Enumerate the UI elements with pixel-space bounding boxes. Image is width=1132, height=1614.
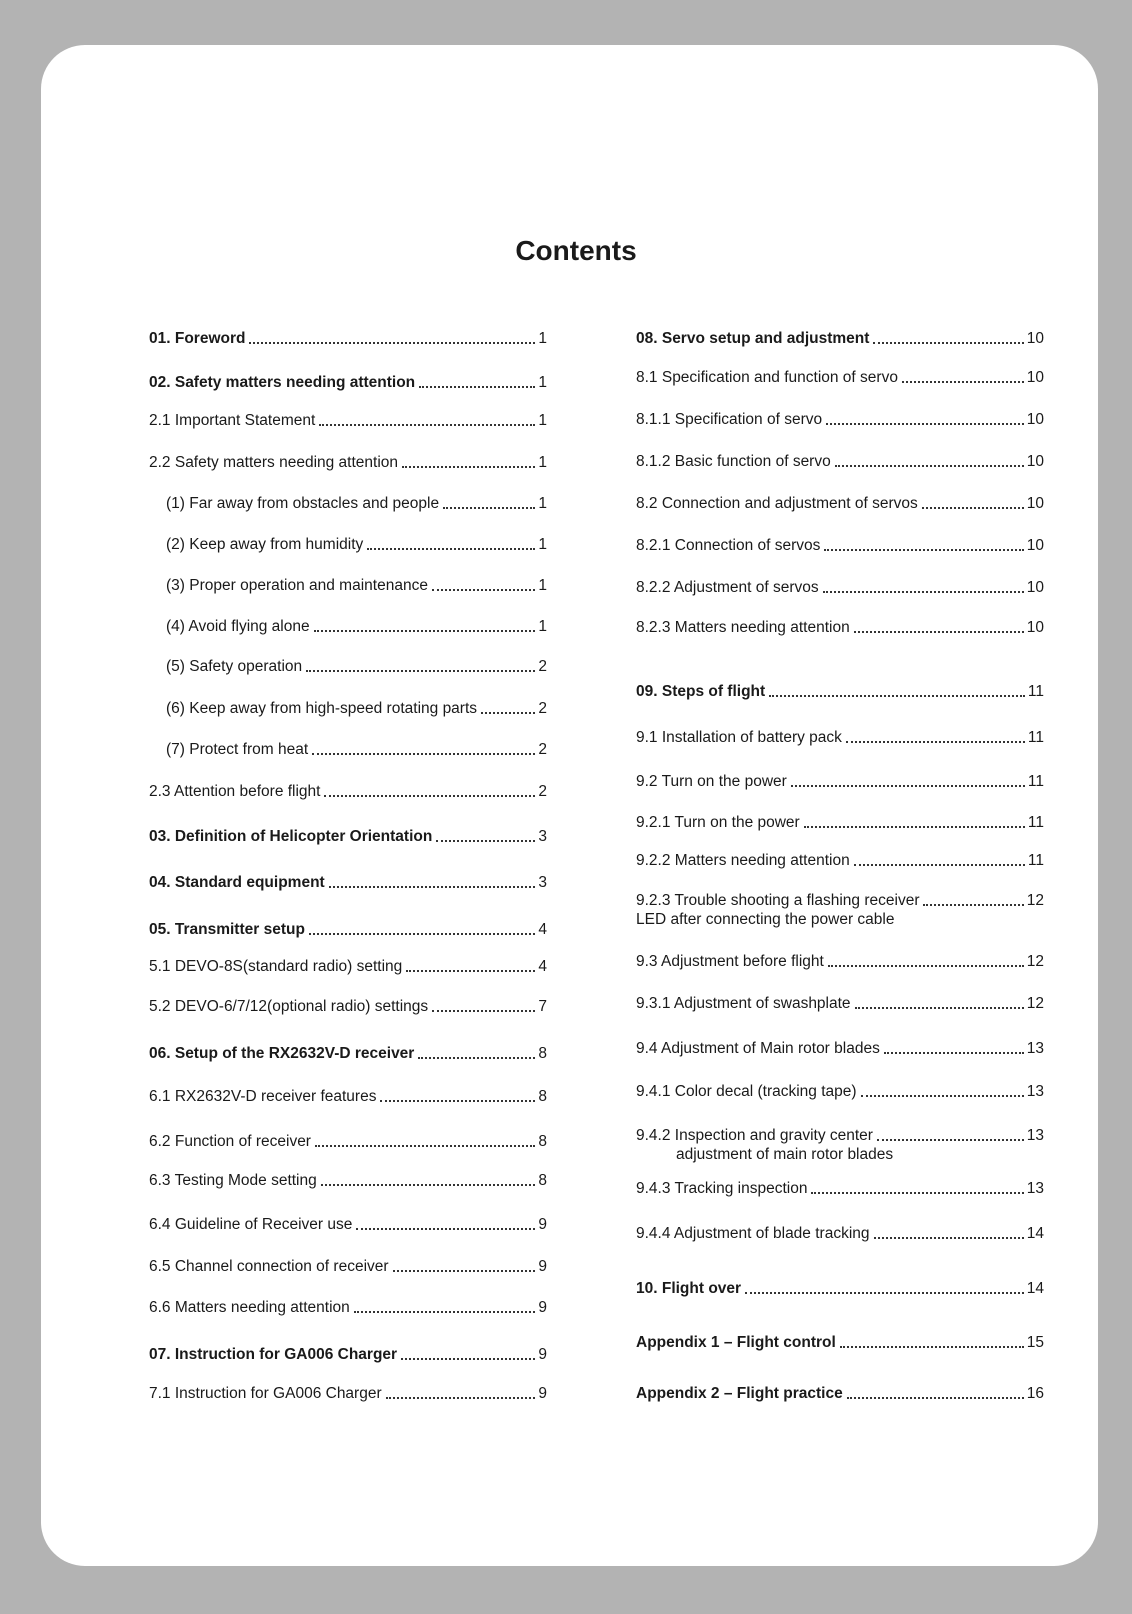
toc-entry-label: 8.1.2 Basic function of servo bbox=[636, 453, 831, 470]
toc-entry-page-number: 10 bbox=[1026, 579, 1044, 596]
toc-entry-label: (6) Keep away from high-speed rotating parts bbox=[166, 700, 478, 717]
toc-entry[interactable] bbox=[149, 373, 547, 392]
dot-leader bbox=[847, 1397, 1024, 1399]
dot-leader bbox=[306, 670, 535, 672]
toc-entry-page-number: 13 bbox=[1026, 1040, 1044, 1057]
toc-entry-page-number: 12 bbox=[1026, 953, 1044, 970]
toc-entry[interactable] bbox=[149, 1044, 547, 1063]
dot-leader bbox=[386, 1397, 536, 1399]
toc-entry-label: 02. Safety matters needing attention bbox=[149, 374, 416, 391]
toc-entry[interactable] bbox=[149, 411, 547, 430]
toc-entry-label: 8.2.1 Connection of servos bbox=[636, 537, 821, 554]
toc-entry[interactable] bbox=[636, 329, 1044, 348]
toc-entry[interactable] bbox=[149, 827, 547, 846]
toc-entry-label: 2.1 Important Statement bbox=[149, 412, 316, 429]
dot-leader bbox=[324, 795, 535, 797]
toc-entry[interactable] bbox=[636, 891, 1044, 910]
toc-entry-page-number: 1 bbox=[538, 577, 547, 594]
toc-entry-page-number: 10 bbox=[1026, 619, 1044, 636]
dot-leader bbox=[321, 1184, 536, 1186]
toc-entry-label: 9.4.3 Tracking inspection bbox=[636, 1180, 808, 1197]
toc-entry-label: 6.5 Channel connection of receiver bbox=[149, 1258, 389, 1275]
toc-entry-label: 2.3 Attention before flight bbox=[149, 783, 321, 800]
dot-leader bbox=[393, 1270, 536, 1272]
toc-entry-page-number: 3 bbox=[538, 828, 547, 845]
dot-leader bbox=[356, 1228, 535, 1230]
toc-entry[interactable] bbox=[636, 1126, 1044, 1145]
dot-leader bbox=[804, 826, 1025, 828]
toc-entry-label: (3) Proper operation and maintenance bbox=[166, 577, 428, 594]
toc-entry-page-number: 15 bbox=[1026, 1334, 1044, 1351]
toc-entry-page-number: 11 bbox=[1027, 814, 1044, 831]
toc-entry-page-number: 9 bbox=[538, 1216, 547, 1233]
toc-entry-page-number: 13 bbox=[1026, 1127, 1044, 1144]
toc-entry-label: 7.1 Instruction for GA006 Charger bbox=[149, 1385, 382, 1402]
toc-entry-page-number: 8 bbox=[538, 1088, 547, 1105]
toc-entry-label: 6.1 RX2632V-D receiver features bbox=[149, 1088, 377, 1105]
dot-leader bbox=[884, 1052, 1024, 1054]
toc-entry-label: 6.2 Function of receiver bbox=[149, 1133, 311, 1150]
toc-entry-page-number: 1 bbox=[538, 412, 547, 429]
toc-entry-label-continued: adjustment of main rotor blades bbox=[676, 1146, 894, 1163]
toc-entry[interactable] bbox=[636, 618, 1044, 637]
toc-entry-label: 08. Servo setup and adjustment bbox=[636, 330, 870, 347]
toc-entry[interactable] bbox=[636, 1224, 1044, 1243]
toc-entry-label: 8.2 Connection and adjustment of servos bbox=[636, 495, 918, 512]
dot-leader bbox=[854, 864, 1025, 866]
toc-entry[interactable] bbox=[636, 452, 1044, 471]
dot-leader bbox=[329, 886, 536, 888]
dot-leader bbox=[315, 1145, 535, 1147]
toc-entry-page-number: 2 bbox=[538, 783, 547, 800]
dot-leader bbox=[406, 970, 535, 972]
toc-entry-page-number: 12 bbox=[1026, 995, 1044, 1012]
toc-entry[interactable] bbox=[149, 576, 547, 595]
dot-leader bbox=[828, 965, 1024, 967]
toc-entry[interactable] bbox=[636, 1279, 1044, 1298]
page-title: Contents bbox=[515, 235, 637, 266]
toc-entry[interactable] bbox=[149, 873, 547, 892]
toc-entry[interactable] bbox=[149, 535, 547, 554]
toc-entry[interactable] bbox=[149, 453, 547, 472]
dot-leader bbox=[436, 840, 535, 842]
toc-entry[interactable] bbox=[636, 1039, 1044, 1058]
dot-leader bbox=[923, 904, 1023, 906]
toc-entry-label: 9.3 Adjustment before flight bbox=[636, 953, 824, 970]
toc-entry[interactable] bbox=[149, 699, 547, 718]
toc-entry-label-continued: LED after connecting the power cable bbox=[636, 911, 895, 928]
toc-entry[interactable] bbox=[149, 329, 547, 348]
toc-entry-page-number: 10 bbox=[1026, 495, 1044, 512]
toc-entry[interactable] bbox=[149, 1257, 547, 1276]
dot-leader bbox=[922, 507, 1024, 509]
toc-entry-page-number: 10 bbox=[1026, 453, 1044, 470]
toc-entry[interactable] bbox=[636, 1384, 1044, 1403]
dot-leader bbox=[432, 1010, 535, 1012]
toc-entry-page-number: 4 bbox=[538, 921, 547, 938]
dot-leader bbox=[811, 1192, 1023, 1194]
toc-entry-label: 07. Instruction for GA006 Charger bbox=[149, 1346, 398, 1363]
toc-entry-page-number: 1 bbox=[538, 374, 547, 391]
toc-entry-page-number: 1 bbox=[538, 330, 547, 347]
toc-entry[interactable] bbox=[636, 578, 1044, 597]
toc-entry-label: 10. Flight over bbox=[636, 1280, 742, 1297]
dot-leader bbox=[854, 631, 1024, 633]
dot-leader bbox=[824, 549, 1023, 551]
dot-leader bbox=[481, 712, 535, 714]
toc-entry[interactable] bbox=[636, 368, 1044, 387]
dot-leader bbox=[826, 423, 1024, 425]
toc-entry-label: 6.6 Matters needing attention bbox=[149, 1299, 350, 1316]
toc-entry-label: 8.2.3 Matters needing attention bbox=[636, 619, 850, 636]
toc-entry-page-number: 11 bbox=[1027, 852, 1044, 869]
toc-entry[interactable] bbox=[149, 494, 547, 513]
toc-entry[interactable] bbox=[149, 782, 547, 801]
dot-leader bbox=[855, 1007, 1024, 1009]
dot-leader bbox=[791, 785, 1025, 787]
toc-entry-page-number: 9 bbox=[538, 1346, 547, 1363]
toc-entry-label: 9.2.2 Matters needing attention bbox=[636, 852, 850, 869]
toc-entry[interactable] bbox=[636, 772, 1044, 791]
toc-entry-page-number: 11 bbox=[1027, 773, 1044, 790]
toc-entry[interactable] bbox=[636, 410, 1044, 429]
toc-entry-page-number: 2 bbox=[538, 741, 547, 758]
toc-entry[interactable] bbox=[149, 1345, 547, 1364]
toc-entry-label: 8.1 Specification and function of servo bbox=[636, 369, 898, 386]
toc-entry-page-number: 2 bbox=[538, 658, 547, 675]
toc-entry-page-number: 1 bbox=[538, 536, 547, 553]
toc-entry[interactable] bbox=[149, 740, 547, 759]
toc-entry[interactable] bbox=[149, 1087, 547, 1106]
dot-leader bbox=[835, 465, 1024, 467]
dot-leader bbox=[840, 1346, 1024, 1348]
toc-entry-page-number: 10 bbox=[1026, 411, 1044, 428]
toc-entry-label: 9.2.3 Trouble shooting a flashing receiver bbox=[636, 892, 920, 909]
dot-leader bbox=[902, 381, 1024, 383]
toc-entry-label: 9.3.1 Adjustment of swashplate bbox=[636, 995, 851, 1012]
toc-entry-label: Appendix 2 – Flight practice bbox=[636, 1385, 843, 1402]
toc-entry-page-number: 11 bbox=[1027, 683, 1044, 700]
dot-leader bbox=[443, 507, 535, 509]
toc-entry[interactable] bbox=[636, 494, 1044, 513]
toc-entry-page-number: 2 bbox=[538, 700, 547, 717]
toc-entry[interactable] bbox=[149, 657, 547, 676]
toc-entry-label: 5.1 DEVO-8S(standard radio) setting bbox=[149, 958, 403, 975]
dot-leader bbox=[419, 386, 535, 388]
toc-entry-page-number: 1 bbox=[538, 618, 547, 635]
dot-leader bbox=[402, 466, 535, 468]
toc-entry-label: 05. Transmitter setup bbox=[149, 921, 305, 938]
toc-entry-page-number: 8 bbox=[538, 1172, 547, 1189]
toc-entry[interactable] bbox=[636, 1082, 1044, 1101]
dot-leader bbox=[418, 1057, 535, 1059]
dot-leader bbox=[769, 695, 1025, 697]
document-page bbox=[41, 45, 1098, 1566]
dot-leader bbox=[877, 1139, 1024, 1141]
toc-entry-label: 6.4 Guideline of Receiver use bbox=[149, 1216, 353, 1233]
toc-entry[interactable] bbox=[636, 728, 1044, 747]
dot-leader bbox=[309, 933, 535, 935]
dot-leader bbox=[861, 1095, 1024, 1097]
dot-leader bbox=[846, 741, 1025, 743]
dot-leader bbox=[314, 630, 536, 632]
toc-entry-label: 9.4.1 Color decal (tracking tape) bbox=[636, 1083, 857, 1100]
toc-entry-page-number: 3 bbox=[538, 874, 547, 891]
toc-entry[interactable] bbox=[149, 920, 547, 939]
toc-entry-label: (4) Avoid flying alone bbox=[166, 618, 310, 635]
toc-entry-label: 9.4.2 Inspection and gravity center bbox=[636, 1127, 873, 1144]
dot-leader bbox=[380, 1100, 535, 1102]
dot-leader bbox=[319, 424, 535, 426]
toc-entry-page-number: 8 bbox=[538, 1133, 547, 1150]
toc-entry-label: 04. Standard equipment bbox=[149, 874, 325, 891]
toc-entry-label: (7) Protect from heat bbox=[166, 741, 309, 758]
toc-entry[interactable] bbox=[636, 851, 1044, 870]
toc-entry-page-number: 14 bbox=[1026, 1225, 1044, 1242]
toc-entry-label: (5) Safety operation bbox=[166, 658, 303, 675]
toc-entry[interactable] bbox=[149, 997, 547, 1016]
toc-entry-page-number: 9 bbox=[538, 1385, 547, 1402]
toc-entry-label: 06. Setup of the RX2632V-D receiver bbox=[149, 1045, 415, 1062]
toc-entry[interactable] bbox=[636, 1333, 1044, 1352]
toc-entry-label: 9.2 Turn on the power bbox=[636, 773, 787, 790]
toc-entry-page-number: 8 bbox=[538, 1045, 547, 1062]
toc-entry-page-number: 12 bbox=[1026, 892, 1044, 909]
toc-entry[interactable] bbox=[636, 813, 1044, 832]
toc-entry-page-number: 10 bbox=[1026, 330, 1044, 347]
dot-leader bbox=[312, 753, 535, 755]
toc-entry[interactable] bbox=[636, 536, 1044, 555]
dot-leader bbox=[745, 1292, 1024, 1294]
toc-entry-label: 8.2.2 Adjustment of servos bbox=[636, 579, 819, 596]
toc-entry-page-number: 7 bbox=[538, 998, 547, 1015]
toc-entry-label: 9.2.1 Turn on the power bbox=[636, 814, 800, 831]
toc-entry-label: (1) Far away from obstacles and people bbox=[166, 495, 440, 512]
toc-entry[interactable] bbox=[149, 1215, 547, 1234]
toc-entry-page-number: 11 bbox=[1027, 729, 1044, 746]
toc-entry[interactable] bbox=[149, 1384, 547, 1403]
dot-leader bbox=[354, 1311, 536, 1313]
toc-entry[interactable] bbox=[636, 994, 1044, 1013]
toc-entry-page-number: 10 bbox=[1026, 537, 1044, 554]
toc-entry-page-number: 1 bbox=[538, 495, 547, 512]
toc-entry-page-number: 10 bbox=[1026, 369, 1044, 386]
toc-entry[interactable] bbox=[636, 1179, 1044, 1198]
toc-entry-label: 9.4 Adjustment of Main rotor blades bbox=[636, 1040, 880, 1057]
toc-entry[interactable] bbox=[149, 1298, 547, 1317]
toc-entry[interactable] bbox=[149, 1132, 547, 1151]
toc-entry-page-number: 1 bbox=[538, 454, 547, 471]
toc-entry-page-number: 16 bbox=[1026, 1385, 1044, 1402]
toc-entry-label: 8.1.1 Specification of servo bbox=[636, 411, 823, 428]
toc-entry-page-number: 13 bbox=[1026, 1180, 1044, 1197]
dot-leader bbox=[432, 589, 535, 591]
toc-entry[interactable] bbox=[636, 952, 1044, 971]
toc-entry-label: 6.3 Testing Mode setting bbox=[149, 1172, 317, 1189]
dot-leader bbox=[823, 591, 1024, 593]
toc-entry-label: Appendix 1 – Flight control bbox=[636, 1334, 836, 1351]
toc-entry-page-number: 9 bbox=[538, 1299, 547, 1316]
toc-entry-label: 9.1 Installation of battery pack bbox=[636, 729, 842, 746]
toc-entry[interactable] bbox=[149, 617, 547, 636]
toc-entry-label: (2) Keep away from humidity bbox=[166, 536, 364, 553]
dot-leader bbox=[873, 342, 1023, 344]
toc-entry[interactable] bbox=[636, 682, 1044, 701]
toc-entry-label: 03. Definition of Helicopter Orientation bbox=[149, 828, 433, 845]
toc-entry[interactable] bbox=[149, 1171, 547, 1190]
toc-entry-label: 9.4.4 Adjustment of blade tracking bbox=[636, 1225, 870, 1242]
toc-entry-page-number: 4 bbox=[538, 958, 547, 975]
toc-entry-label: 01. Foreword bbox=[149, 330, 246, 347]
dot-leader bbox=[401, 1358, 535, 1360]
toc-entry-page-number: 9 bbox=[538, 1258, 547, 1275]
dot-leader bbox=[249, 342, 535, 344]
dot-leader bbox=[367, 548, 535, 550]
toc-entry-page-number: 14 bbox=[1026, 1280, 1044, 1297]
toc-entry-page-number: 13 bbox=[1026, 1083, 1044, 1100]
toc-entry-label: 5.2 DEVO-6/7/12(optional radio) settings bbox=[149, 998, 429, 1015]
toc-entry-label: 09. Steps of flight bbox=[636, 683, 766, 700]
dot-leader bbox=[874, 1237, 1024, 1239]
toc-entry-label: 2.2 Safety matters needing attention bbox=[149, 454, 399, 471]
toc-entry[interactable] bbox=[149, 957, 547, 976]
